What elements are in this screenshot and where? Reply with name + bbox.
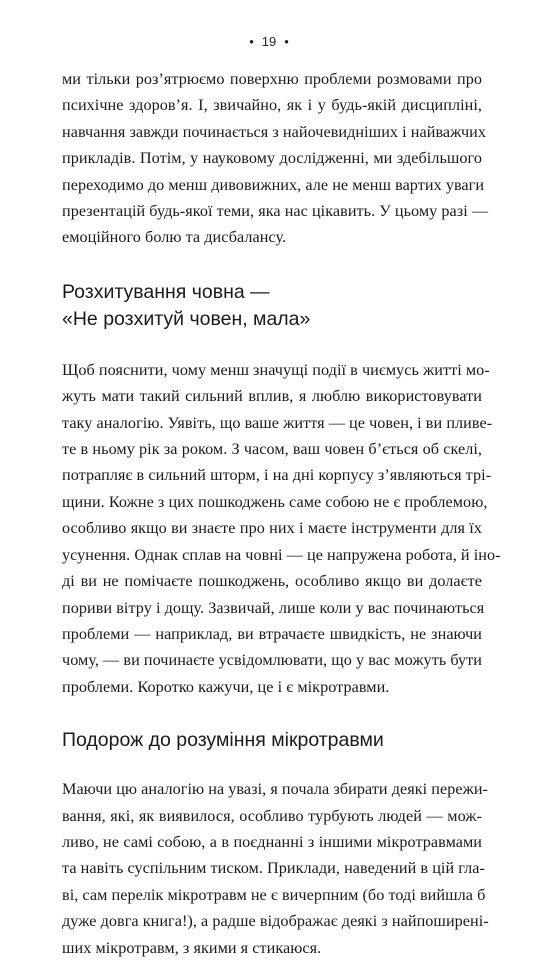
- text-line: ві, сам перелік мікротравм не є вичерпним (бо тоді вийшла б: [62, 885, 486, 904]
- text-line: ших мікротравм, з якими я стикаюся.: [62, 938, 322, 957]
- text-line: проблеми — наприклад, ви втрачаєте швидкість, не знаючи: [62, 624, 482, 643]
- text-line: ді ви не помічаєте пошкоджень, особливо якщо ви долаєте: [62, 572, 482, 591]
- text-line: таку аналогію. Уявіть, що ваше життя — це човен, і ви пливе-: [62, 413, 493, 432]
- text-line: Щоб пояснити, чому менш значущі події в чиємусь житті мо-: [62, 360, 490, 379]
- heading-line: «Не розхитуй човен, мала»: [62, 307, 311, 330]
- paragraph-journey: [62, 776, 489, 961]
- bullet-right-icon: •: [284, 34, 289, 49]
- text-line: презентацій будь-якої теми, яка нас цікавить. У цьому разі —: [62, 202, 489, 221]
- bullet-left-icon: •: [249, 34, 254, 49]
- text-line: щини. Кожне з цих пошкоджень саме собою не є проблемою,: [62, 492, 488, 511]
- text-line: дуже довга книга!), а радше відображає деякі з найпоширені-: [62, 912, 489, 931]
- heading-line: Подорож до розуміння мікротравми: [62, 729, 384, 752]
- page-number: [0, 34, 538, 49]
- text-line: вання, які, як виявилося, особливо турбують людей — мож-: [62, 806, 482, 825]
- text-line: потрапляє в сильний шторм, і на дні корпусу з’являються трі-: [62, 466, 492, 485]
- section-heading-boat: [62, 279, 482, 333]
- paragraph-intro: [62, 66, 489, 251]
- text-line: ми тільки роз’ятрюємо поверхню проблеми розмовами про: [62, 70, 482, 88]
- text-line: те в ньому рік за роком. З часом, ваш човен б’ється об скелі,: [62, 440, 482, 459]
- text-line: чому, — ви починаєте усвідомлювати, що у вас можуть бути: [62, 651, 483, 670]
- text-line: проблеми. Коротко кажучи, це і є мікротравми.: [62, 677, 390, 696]
- section-heading-journey: [62, 727, 482, 754]
- text-line: Маючи цю аналогію на увазі, я почала збирати деякі пережи-: [62, 780, 489, 799]
- text-line: навчання завжди починається з найочевидніших і найважчих: [62, 122, 487, 141]
- text-line: усунення. Однак сплав на човні — це напружена робота, й іно-: [62, 545, 501, 564]
- page-number-value: 19: [261, 34, 277, 49]
- text-line: ливо, не самі собою, а в поєднанні з іншими мікротравмами: [62, 832, 482, 851]
- text-line: особливо якщо ви знаєте про них і маєте інструменти для їх: [62, 519, 482, 538]
- text-line: жуть мати такий сильний вплив, я люблю використовувати: [62, 387, 482, 406]
- paragraph-boat: [62, 357, 501, 700]
- text-line: переходимо до менш дивовижних, але не менш вартих уваги: [62, 175, 485, 194]
- text-line: психічне здоров’я. І, звичайно, як і у будь-якій дисципліні,: [62, 96, 482, 115]
- heading-line: Розхитування човна —: [62, 280, 270, 303]
- text-line: емоційного болю та дисбалансу.: [62, 228, 287, 247]
- page-body: [62, 66, 501, 961]
- text-line: пориви вітру і дощу. Зазвичай, лише коли у вас починаються: [62, 598, 485, 617]
- text-line: та навіть суспільним тиском. Приклади, наведений в цій гла-: [62, 859, 485, 878]
- text-line: прикладів. Потім, у науковому дослідженні, ми здебільшого: [62, 149, 482, 168]
